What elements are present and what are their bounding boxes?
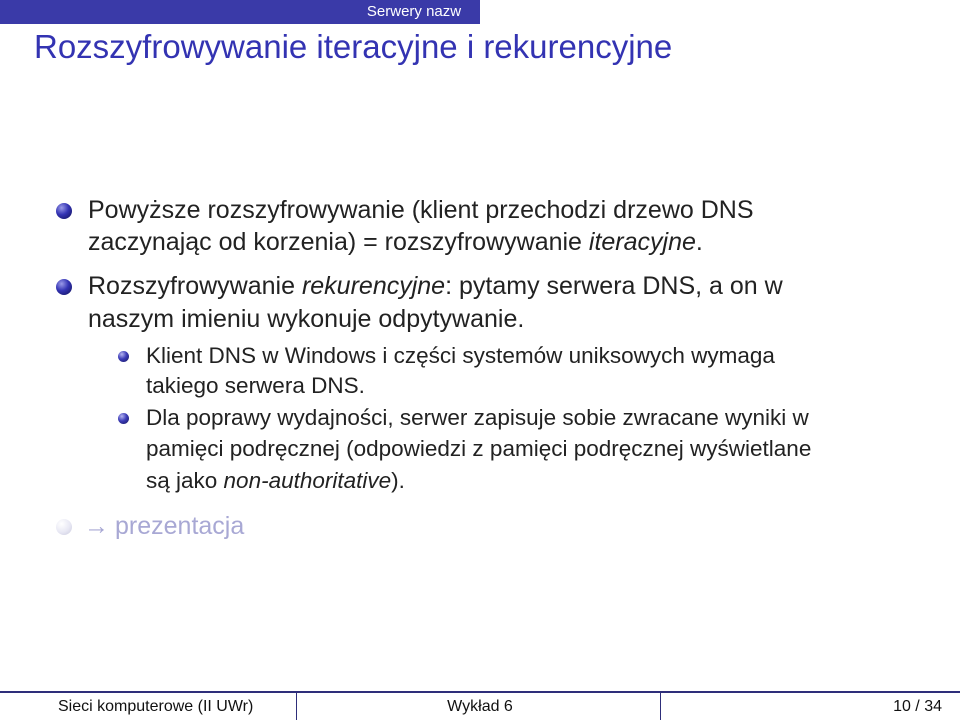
arrow-right-icon: → [84,512,109,540]
footer-lecture[interactable]: Wykład 6 [447,698,513,715]
bullet-1-line-2-text: zaczynając od korzenia) = rozszyfrowywanie [88,228,589,256]
presentation-link[interactable] [84,510,244,542]
footer-page-number: 10 / 34 [893,698,942,715]
sub-bullet-icon [118,351,129,362]
sub-bullet-1-line-1: Klient DNS w Windows i części systemów uniksowych wymaga [146,343,775,368]
bullet-icon [56,279,72,295]
sub-bullet-2-line-1: Dla poprawy wydajności, serwer zapisuje sobie zwracane wyniki w [146,405,809,430]
slide-title: Rozszyfrowywanie iteracyjne i rekurencyjne [34,28,673,65]
sub-bullet-icon [118,413,129,424]
bullet-2-emphasis: rekurencyjne [301,272,446,300]
bullet-1-line-1: Powyższe rozszyfrowywanie (klient przechodzi drzewo DNS [88,196,754,224]
sub-bullet-2-line-3-text: są jako [146,468,224,493]
sub-bullet-2-emphasis: non-authoritative [223,468,392,493]
header-bar [0,0,960,24]
bullet-1-line-2 [88,226,703,258]
sub-bullet-2-line-2: pamięci podręcznej (odpowiedzi z pamięci podręcznej wyświetlane [146,436,812,461]
bullet-2-line-1-text: Rozszyfrowywanie [88,272,302,300]
bullet-2-line-1-end: : pytamy serwera DNS, a on w [445,272,783,300]
faded-bullet-icon [56,519,72,535]
bullet-1-emphasis: iteracyjne [588,228,696,256]
bullet-1-line-2-end: . [695,228,703,256]
bullet-2-line-1 [88,270,783,302]
section-tab[interactable] [0,0,480,24]
bullet-icon [56,203,72,219]
footer-course[interactable]: Sieci komputerowe (II UWr) [58,698,254,715]
presentation-link-label[interactable]: prezentacja [115,512,245,540]
sub-bullet-1-line-2: takiego serwera DNS. [146,373,365,398]
bullet-2-line-2: naszym imieniu wykonuje odpytywanie. [88,305,525,333]
footer [0,691,960,720]
section-label[interactable]: Serwery nazw [366,3,462,20]
sub-bullet-2-line-3 [146,466,405,496]
sub-bullet-2-line-3-end: ). [391,468,405,493]
